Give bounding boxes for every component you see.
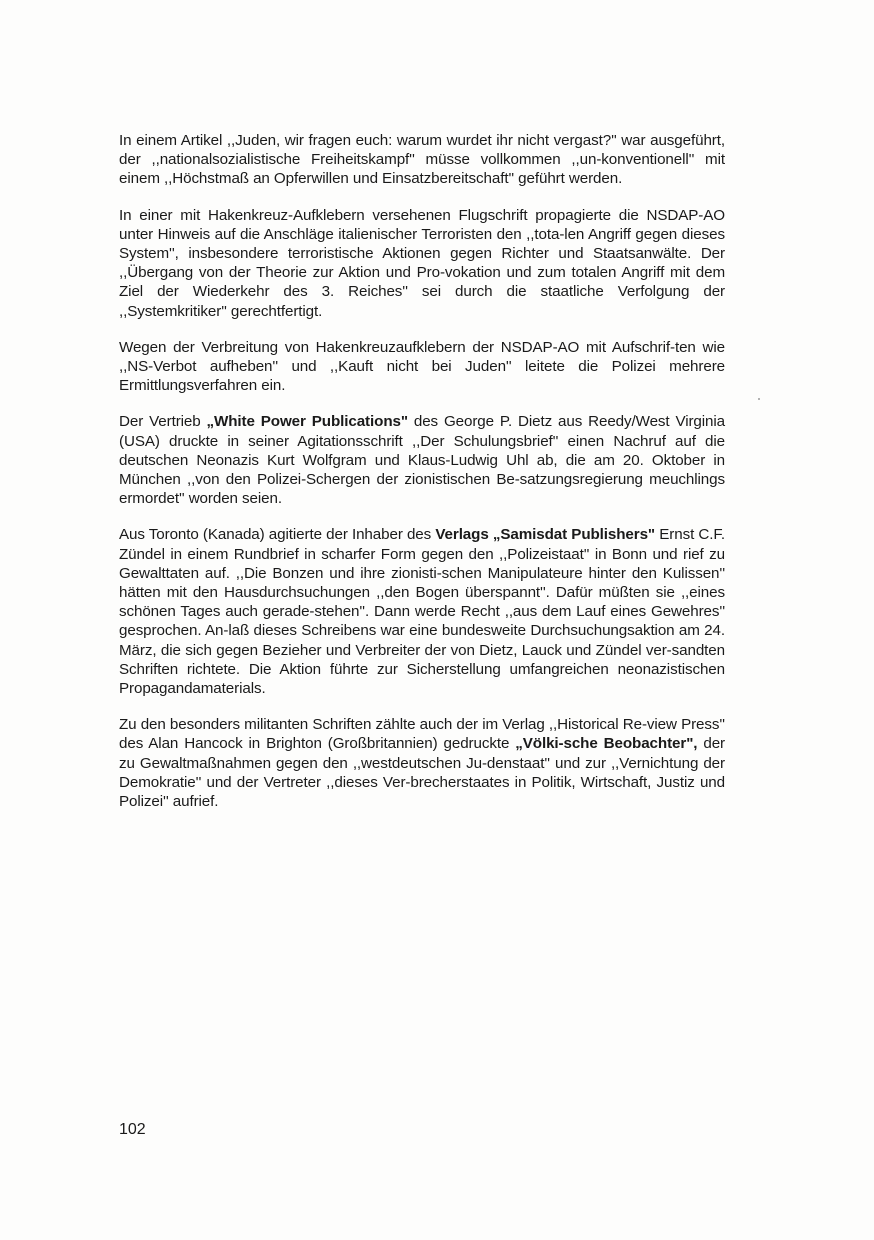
paragraph-4 xyxy=(119,412,725,508)
paragraph-6-text-a: Zu den besonders militanten Schriften zählte auch der im Verlag ,,Historical Re-view Press'' des Alan Hancock in Brighton (Großbritannien) gedruckte xyxy=(119,716,725,753)
paragraph-5 xyxy=(119,525,725,698)
publisher-name-samisdat: Verlags „Samisdat Publishers" xyxy=(435,526,656,544)
paragraph-2-text: In einer mit Hakenkreuz-Aufklebern versehenen Flugschrift propagierte die NSDAP-AO unter Hinweis auf die Anschläge italienischer Terroristen den ,,tota-len Angriff gegen dieses System'', insbesondere terroristische Aktionen gegen Richter und Staatsanwälte. Der ,,Übergang von der Theorie zur Aktion und Pro-vokation und zum totalen Angriff mit dem Ziel der Wiederkehr des 3. Reiches'' sei durch die staatliche Verfolgung der ,,Systemkritiker'' gerechtfertigt. xyxy=(119,206,725,320)
publication-name-voelkische-beobachter: „Völki-sche Beobachter", xyxy=(515,735,698,753)
paragraph-6-text-b: der zu Gewaltmaßnahmen gegen den ,,westdeutschen Ju-denstaat'' und zur ,,Vernichtung der Demokratie'' und der Vertreter ,,dieses Ver-brecherstaates in Politik, Wirtschaft, Justiz und Polizei'' aufrief. xyxy=(119,735,726,811)
publisher-name-white-power: „White Power Publications" xyxy=(206,413,408,431)
paragraph-3-text: Wegen der Verbreitung von Hakenkreuzaufklebern der NSDAP-AO mit Aufschrif-ten wie ,,NS-Verbot aufheben'' und ,,Kauft nicht bei Juden'' leitete die Polizei mehrere Ermittlungsverfahren ein. xyxy=(119,338,725,395)
paragraph-4-text-b: des George P. Dietz aus Reedy/West Virginia (USA) druckte in seiner Agitationsschrift ,,Der Schulungsbrief'' einen Nachruf auf die deutschen Neonazis Kurt Wolfgram und Klaus-Ludwig Uhl ab, die am 20. Oktober in München ,,von den Polizei-Schergen der zionistischen Be-satzungsregierung meuchlings ermordet'' worden seien. xyxy=(119,413,726,508)
scan-speck xyxy=(758,398,760,400)
paragraph-5-text-a: Aus Toronto (Kanada) agitierte der Inhaber des xyxy=(119,526,436,544)
paragraph-1-text: In einem Artikel ,,Juden, wir fragen euch: warum wurdet ihr nicht vergast?'' war ausgeführt, der ,,nationalsozialistische Freiheitskampf'' müsse vollkommen ,,un-konventionell'' mit einem ,,Höchstmaß an Opferwillen und Einsatzbereitschaft'' geführt werden. xyxy=(119,132,725,188)
paragraph-3 xyxy=(119,338,725,396)
paragraph-5-text-b: Ernst C.F. Zündel in einem Rundbrief in scharfer Form gegen den ,,Polizeistaat'' in Bonn und rief zu Gewalttaten auf. ,,Die Bonzen und ihre zionisti-schen Manipulateure hinter den Kulissen'' hätten mit den Hausdurchsuchungen ,,den Bogen überspannt''. Dafür müßten sie ,,eines schönen Tages auch gerade-stehen''. Dann werde Recht ,,aus dem Lauf eines Gewehres'' gesprochen. An-laß dieses Schreibens war eine bundesweite Durchsuchungsaktion am 24. März, die sich gegen Bezieher und Verbreiter der von Dietz, Lauck und Zündel ver-sandten Schriften richtete. Die Aktion führte zur Sicherstellung umfangreichen neonazistischen Propagandamaterials. xyxy=(119,526,725,698)
paragraph-6 xyxy=(119,715,725,811)
page-number: 102 xyxy=(119,1121,146,1138)
paragraph-4-text-a: Der Vertrieb xyxy=(119,413,207,431)
paragraph-1 xyxy=(119,131,725,189)
body-text xyxy=(119,131,725,828)
paragraph-2 xyxy=(119,206,725,321)
